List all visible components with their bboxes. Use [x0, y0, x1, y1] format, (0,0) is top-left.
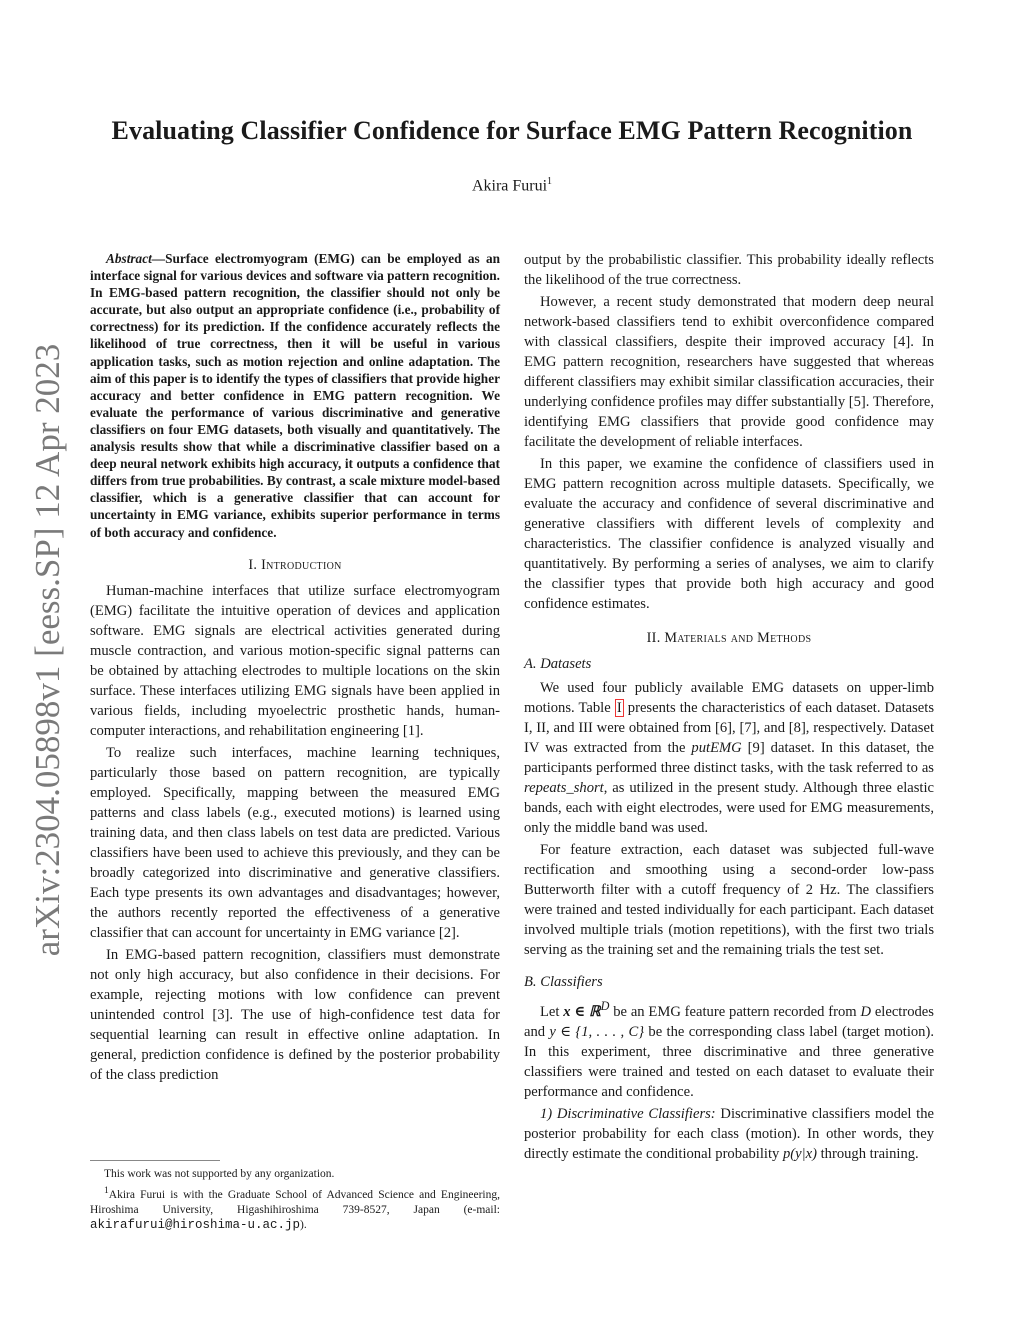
- arxiv-stamp-text: arXiv:2304.05898v1 [eess.SP] 12 Apr 2023: [28, 343, 67, 957]
- math-y-set: y ∈ {1, . . . , C}: [549, 1023, 645, 1040]
- arxiv-identifier-stamp: [30, 340, 66, 960]
- intro-paragraph-3: In EMG-based pattern recognition, classifiers must demonstrate not only high accuracy, but also confidence in their decisions. For example, rejecting motions with low confidence can prevent unintended control [3]. The use of high-confidence test data for sequential learning can result in effective online adaptation. In general, prediction confidence is defined by the posterior probability of the class prediction: [90, 946, 500, 1083]
- abstract-text: Surface electromyogram (EMG) can be employed as an interface signal for various devices and software via pattern recognition. In EMG-based pattern recognition, the classifier should not only be accurate, but also output an appropriate confidence (i.e., probability of correctness) for its prediction. If the confidence accurately reflects the likelihood of true correctness, then it will be useful in various application tasks, such as motion rejection and online adaptation. The aim of this paper is to identify the types of classifiers that provide higher accuracy and better confidence in EMG pattern recognition. We evaluate the performance of various discriminative and generative classifiers on four EMG datasets, both visually and quantitatively. The analysis results show that while a discriminative classifier based on a deep neural network exhibits high accuracy, it outputs a confidence that differs from true probabilities. By contrast, a scale mixture model-based classifier, which is a generative classifier that can account for uncertainty in EMG variance, exhibits superior performance in terms of both accuracy and confidence.: [90, 251, 500, 540]
- author-affiliation-mark: 1: [547, 176, 553, 187]
- discriminative-text-a: Discriminative classifiers model the posterior probability for each class (motion). In other words, they directly estimate the conditional probability: [524, 1105, 934, 1162]
- classifiers-paragraph-1: [524, 996, 934, 1102]
- section-heading-introduction: [90, 555, 500, 575]
- introduction-heading-text: I. Introduction: [248, 556, 342, 573]
- intro-paragraph-5: In this paper, we examine the confidence of classifiers used in EMG pattern recognition across multiple datasets. Specifically, we evaluate the accuracy and confidence of several discriminative and generative classifiers with different levels of complexity and characteristics. The classifier confidence is analyzed visually and quantitatively. By performing a series of analyses, we aim to clarify the classifier types that provide both high accuracy and good confidence estimates.: [524, 456, 934, 612]
- discriminative-classifiers-paragraph: [524, 1104, 934, 1164]
- footnote-funding: This work was not supported by any organization.: [104, 1168, 335, 1180]
- math-x-in-r: [563, 999, 610, 1020]
- paper-title: Evaluating Classifier Confidence for Surface EMG Pattern Recognition: [111, 116, 913, 145]
- datasets-text-d: , as utilized in the present study. Although three elastic bands, each with eight electrodes, were used for EMG measurements, only the middle band was used.: [524, 780, 934, 836]
- datasets-text-c: [9] dataset. In this dataset, the participants performed three distinct tasks, with the task referred to as: [524, 740, 935, 776]
- author-name: Akira Furui: [471, 177, 548, 195]
- subsection-datasets: A. Datasets: [524, 656, 592, 672]
- subsubsection-discriminative: 1) Discriminative Classifiers:: [540, 1105, 716, 1122]
- abstract: [90, 250, 500, 541]
- math-d: D: [860, 1003, 871, 1020]
- datasets-paragraph-1: [524, 678, 934, 838]
- author-email-link[interactable]: akirafurui@hiroshima-u.ac.jp: [90, 1218, 301, 1233]
- classifiers-text-a: Let: [540, 1003, 564, 1020]
- datasets-text-a: We used four publicly available EMG datasets on upper-limb motions. Table: [524, 680, 934, 716]
- methods-heading-text: II. Materials and Methods: [646, 630, 812, 646]
- task-name-repeats-short: repeats_short: [524, 780, 604, 796]
- intro-paragraph-3-continued: output by the probabilistic classifier. This probability ideally reflects the likelihood of the true correctness.: [524, 252, 934, 288]
- table-reference-link[interactable]: I: [616, 700, 622, 716]
- intro-paragraph-2: To realize such interfaces, machine learning techniques, particularly those based on pattern recognition, are typically employed. Specifically, mapping between the measured EMG patterns and class labels (e.g., executed motions) is learned using training data, and then class labels on test data are predicted. Various classifiers have been used to achieve this previously, and they can be broadly categorized into discriminative and generative classifiers. Each type presents its own advantages and disadvantages; however, the authors recently reported the effectiveness of a generative classifier that can account for uncertainty in EMG variance [2].: [90, 744, 500, 941]
- footnote-mark: 1: [104, 1184, 109, 1196]
- intro-paragraph-4: However, a recent study demonstrated that modern deep neural network-based classifiers tend to exhibit overconfidence compared with classical classifiers, despite their improved accuracy [4]. In EMG pattern recognition, researchers have suggested that whereas different classifiers may exhibit similar classification accuracies, their underlying confidence profiles may differ substantially [5]. Therefore, identifying EMG classifiers that provide good confidence may facilitate the development of reliable interfaces.: [524, 294, 934, 450]
- math-posterior: p(y|x): [782, 1145, 817, 1162]
- abstract-label: Abstract—: [106, 251, 166, 266]
- footnote-affiliation-text: Akira Furui is with the Graduate School of Advanced Science and Engineering, Hiroshima University, Higashihiroshima 739-8527, Japan (e-mail:: [90, 1188, 500, 1216]
- intro-paragraph-1: Human-machine interfaces that utilize surface electromyogram (EMG) facilitate the intuitive operation of devices and application software. EMG signals are electrical activities generated during muscle contraction, and various motion-specific signal patterns can be obtained by attaching electrodes to multiple locations on the skin surface. These interfaces utilizing EMG signals have been applied in various fields, including myoelectric prosthetic hands, human-computer interactions, and rehabilitation engineering [1].: [90, 582, 500, 739]
- footnotes: [90, 1167, 500, 1234]
- datasets-text-b: presents the characteristics of each dataset. Datasets I, II, and III were obtained from [6], [7], and [8], respectively. Dataset IV was extracted from the: [524, 700, 935, 756]
- math-dimension-sup: D: [600, 999, 610, 1013]
- footnote-rule: [90, 1160, 220, 1161]
- math-x-expression: x ∈ ℝ: [563, 1003, 601, 1020]
- discriminative-text-b: through training.: [816, 1145, 919, 1162]
- classifiers-text-d: be the corresponding class label (target motion). In this experiment, three discriminative and three generative classifiers were trained and tested on each dataset to evaluate their performance and confidence.: [524, 1023, 934, 1100]
- classifiers-text-c: electrodes and: [524, 1003, 934, 1040]
- datasets-paragraph-2: For feature extraction, each dataset was subjected full-wave rectification and smoothing using a second-order low-pass Butterworth filter with a cutoff frequency of 2 Hz. The classifiers were trained and tested individually for each participant. Each dataset involved multiple trials (motion repetitions), with the first two trials serving as the training set and the remaining trials the test set.: [524, 842, 934, 958]
- footnote-end: ).: [300, 1219, 307, 1232]
- section-heading-methods: [524, 628, 934, 648]
- right-column: [524, 250, 934, 1164]
- left-column: [90, 250, 500, 1085]
- subsection-classifiers: B. Classifiers: [524, 974, 603, 990]
- classifiers-text-b: be an EMG feature pattern recorded from: [609, 1003, 861, 1020]
- footnote-affiliation: [90, 1183, 500, 1234]
- dataset-name-putemg: putEMG: [691, 740, 742, 756]
- author-line: [0, 176, 1024, 195]
